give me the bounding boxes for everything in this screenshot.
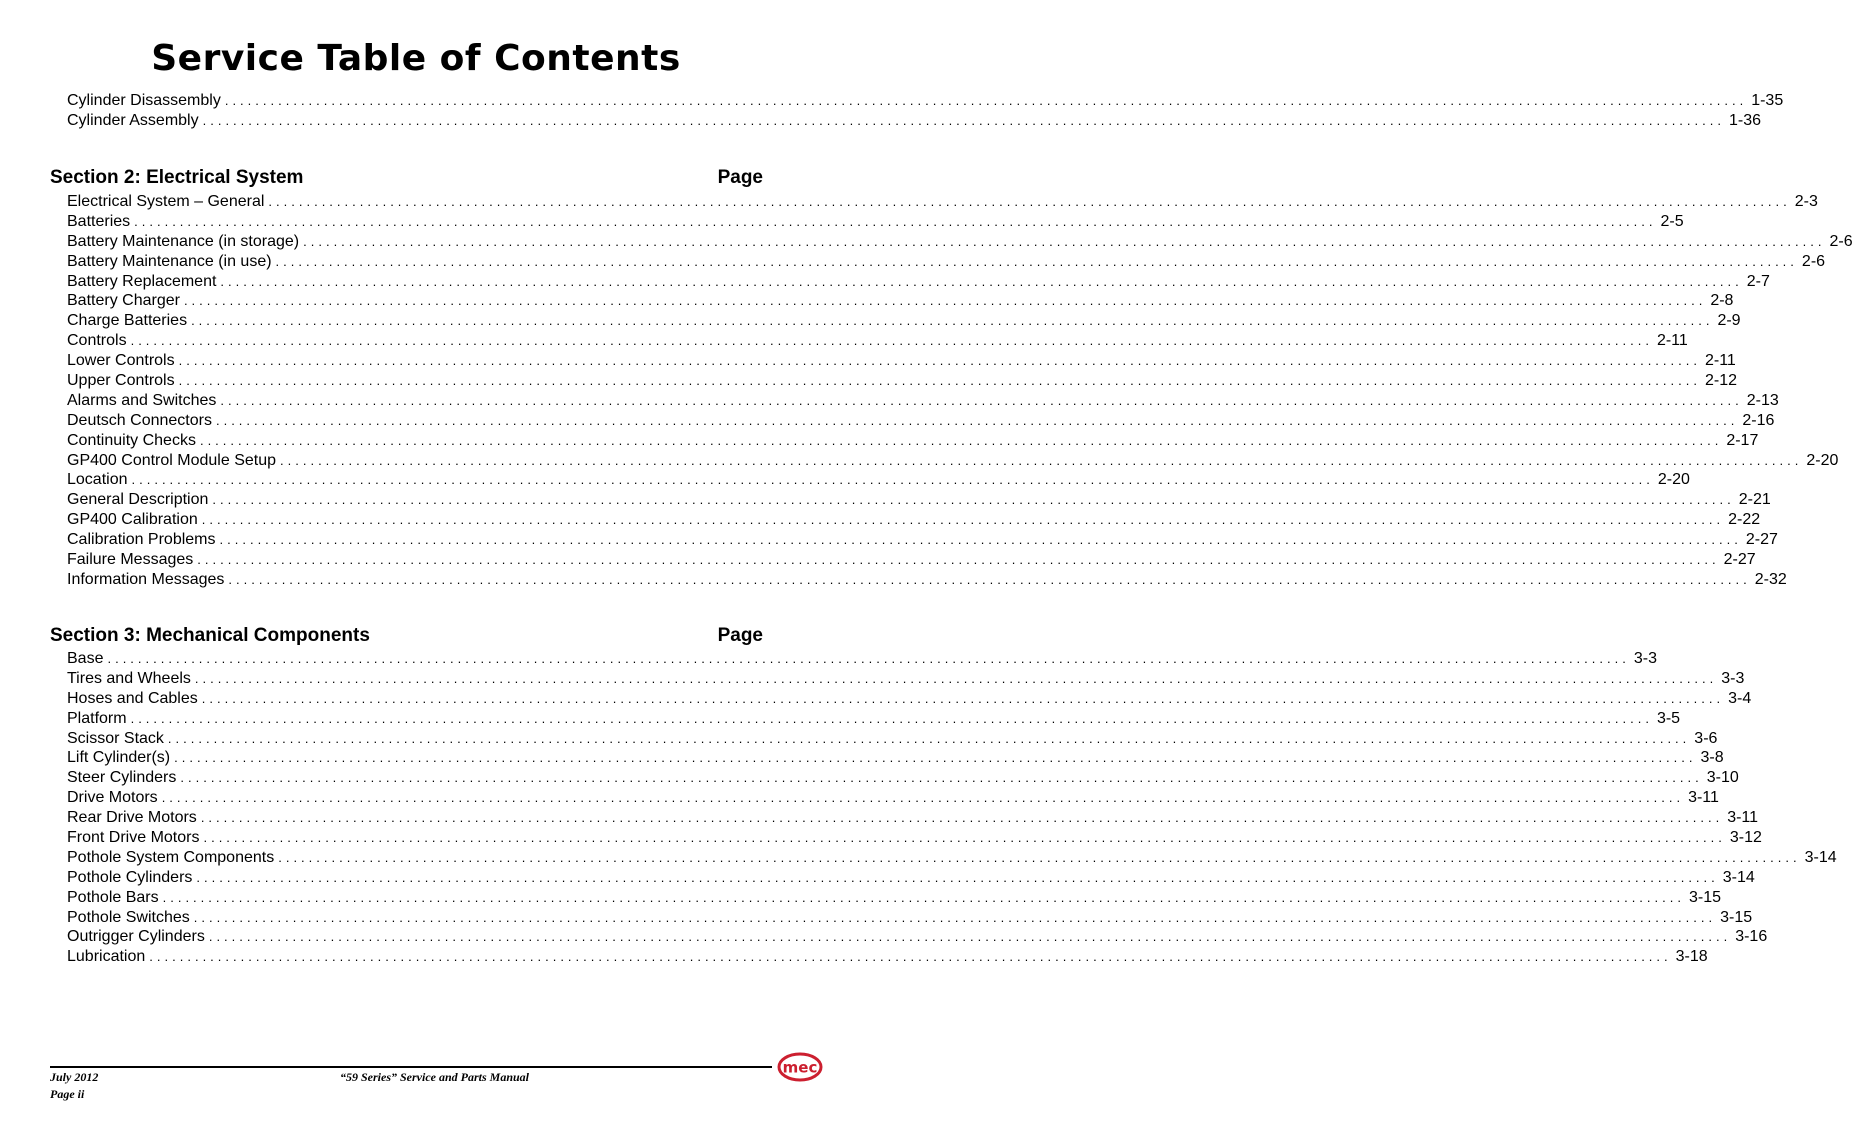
toc-entry-page: 2-9 [1717,312,1741,330]
toc-dot-leader: ........................................................................................................................................................................................................ [162,889,1685,905]
toc-dot-leader: ........................................................................................................................................................................................................ [199,432,1723,448]
toc-entry-page: 3-12 [1729,829,1762,847]
toc-entry-page: 3-6 [1694,729,1718,747]
toc-entry-label: Pothole Bars [67,888,159,906]
toc-dot-leader: ........................................................................................................................................................................................................ [224,93,1748,108]
toc-entry-page: 2-6 [1801,252,1826,270]
toc-dot-leader: ........................................................................................................................................................................................................ [134,213,1657,229]
toc-entry[interactable] [67,391,1779,411]
toc-entry[interactable] [67,351,1736,371]
toc-entry[interactable] [67,530,1778,550]
toc-entry-label: Information Messages [67,570,225,588]
toc-dot-leader: ........................................................................................................................................................................................................ [278,849,1801,865]
toc-entry-label: Hoses and Cables [67,689,198,707]
toc-entry-page: 3-4 [1728,689,1752,707]
toc-entry-page: 3-18 [1675,948,1708,966]
toc-entry[interactable] [67,550,1756,570]
toc-entry-label: Battery Maintenance (in storage) [67,232,300,250]
toc-dot-leader: ........................................................................................................................................................................................................ [200,810,1724,826]
toc-entry-label: Location [67,471,128,489]
toc-entry-label: General Description [67,491,209,509]
toc-dot-leader: ........................................................................................................................................................................................................ [161,790,1685,806]
toc-entry-label: Batteries [67,212,131,230]
toc-entry[interactable] [67,291,1734,311]
page-title: Service Table of Contents [151,38,681,79]
toc-entry-page: 2-11 [1656,332,1688,350]
toc-dot-leader: ........................................................................................................................................................................................................ [130,333,1653,349]
toc-entry-label: Battery Maintenance (in use) [67,252,272,270]
toc-entry[interactable] [67,451,1839,471]
section-2-header [50,167,763,189]
toc-entry-label: Platform [67,709,127,727]
section-3-page-header: Page [717,625,763,646]
toc-entry[interactable] [67,411,1775,431]
toc-entry[interactable] [67,311,1741,331]
toc-entry-page: 2-3 [1794,193,1818,210]
toc-dot-leader: ........................................................................................................................................................................................................ [131,472,1654,488]
toc-entry[interactable] [67,888,1722,908]
toc-entry[interactable] [67,947,1708,967]
toc-entry-label: GP400 Control Module Setup [67,451,277,469]
toc-dot-leader: ........................................................................................................................................................................................................ [178,353,1701,369]
toc-entry-label: Pothole System Components [67,848,275,866]
toc-entry[interactable] [67,272,1770,292]
toc-entry-page: 2-20 [1806,451,1839,469]
toc-entry[interactable] [67,908,1753,928]
toc-dot-leader: ........................................................................................................................................................................................................ [203,830,1726,846]
toc-dot-leader: ........................................................................................................................................................................................................ [196,869,1719,885]
toc-entry[interactable] [67,768,1739,788]
toc-entry-label: Alarms and Switches [67,391,217,409]
toc-entry-label: Charge Batteries [67,312,188,330]
toc-entry-label: Electrical System – General [67,193,265,210]
toc-entry-label: Deutsch Connectors [67,411,212,429]
toc-entry[interactable] [67,431,1759,451]
toc-dot-leader: ........................................................................................................................................................................................................ [202,112,1725,128]
toc-entry[interactable] [67,111,1762,131]
toc-entry-label: Controls [67,332,127,350]
toc-entry-label: Pothole Switches [67,908,190,926]
toc-entry-page: 3-8 [1700,749,1724,767]
toc-entry-page: 3-16 [1735,928,1768,946]
footer-manual-title: “59 Series” Service and Parts Manual [340,1070,530,1084]
toc-dot-leader: ........................................................................................................................................................................................................ [219,532,1742,548]
toc-entry-page: 2-21 [1738,491,1771,509]
toc-dot-leader: ........................................................................................................................................................................................................ [174,750,1697,766]
toc-dot-leader: ........................................................................................................................................................................................................ [268,194,1791,209]
toc-entry-label: Cylinder Assembly [67,111,199,129]
toc-entry-page: 2-7 [1746,272,1770,290]
toc-entry-page: 2-27 [1723,551,1756,569]
toc-entry-page: 2-32 [1754,570,1787,588]
toc-entry[interactable] [67,232,1853,252]
toc-entry-label: Upper Controls [67,372,175,390]
toc-entry-label: Lift Cylinder(s) [67,749,171,767]
toc-entry-label: Steer Cylinders [67,769,177,787]
toc-dot-leader: ........................................................................................................................................................................................................ [220,392,1743,408]
intro-entries [67,91,1784,131]
toc-dot-leader: ........................................................................................................................................................................................................ [167,730,1691,746]
section-2-page-header: Page [717,167,763,188]
toc-entry-page: 3-3 [1721,669,1745,687]
toc-entry[interactable] [67,689,1752,709]
toc-entry-page: 2-11 [1704,352,1736,370]
toc-entry-page: 3-10 [1706,769,1739,787]
footer-date: July 2012 [50,1070,99,1084]
toc-entry[interactable] [67,490,1771,510]
toc-entry-page: 2-5 [1660,212,1684,230]
toc-entry[interactable] [67,212,1684,232]
footer-left [50,1069,98,1103]
toc-entry[interactable] [67,570,1787,590]
section-2-entries [67,192,1853,590]
toc-entry-label: Continuity Checks [67,431,196,449]
toc-entry-label: Rear Drive Motors [67,809,197,827]
toc-entry[interactable] [67,868,1755,888]
toc-entry-page: 2-20 [1657,471,1690,489]
toc-entry[interactable] [67,371,1738,391]
toc-entry-page: 1-35 [1751,92,1784,109]
toc-entry-page: 3-5 [1656,709,1681,727]
toc-entry-label: Scissor Stack [67,729,164,747]
toc-entry-page: 2-17 [1726,431,1759,449]
toc-dot-leader: ........................................................................................................................................................................................................ [193,909,1717,925]
toc-entry[interactable] [67,510,1761,530]
toc-entry-label: Tires and Wheels [67,669,191,687]
toc-entry[interactable] [67,192,1818,212]
toc-entry-label: GP400 Calibration [67,511,198,529]
toc-entry-page: 2-27 [1745,531,1778,549]
toc-entry[interactable] [67,828,1762,848]
toc-dot-leader: ........................................................................................................................................................................................................ [201,690,1725,706]
toc-entry-page: 2-8 [1710,292,1734,310]
toc-entry[interactable] [67,729,1718,749]
toc-entry-label: Drive Motors [67,789,158,807]
toc-entry-label: Calibration Problems [67,531,216,549]
toc-dot-leader: ........................................................................................................................................................................................................ [228,571,1751,587]
toc-dot-leader: ........................................................................................................................................................................................................ [215,412,1739,428]
toc-dot-leader: ........................................................................................................................................................................................................ [275,253,1798,269]
toc-dot-leader: ........................................................................................................................................................................................................ [220,273,1743,289]
toc-dot-leader: ........................................................................................................................................................................................................ [303,233,1826,249]
toc-entry-page: 3-14 [1722,868,1755,886]
toc-dot-leader: ........................................................................................................................................................................................................ [107,651,1630,666]
toc-entry-label: Cylinder Disassembly [67,92,221,109]
toc-dot-leader: ........................................................................................................................................................................................................ [280,452,1803,468]
toc-dot-leader: ........................................................................................................................................................................................................ [149,949,1672,965]
toc-entry-page: 2-16 [1742,411,1775,429]
section-2-title: Section 2: Electrical System [50,167,304,188]
toc-entry-page: 2-13 [1746,391,1779,409]
toc-entry-page: 3-14 [1804,848,1837,866]
toc-dot-leader: ........................................................................................................................................................................................................ [191,313,1714,329]
toc-entry[interactable] [67,91,1784,111]
toc-entry-label: Battery Replacement [67,272,217,290]
toc-entry-label: Failure Messages [67,551,194,569]
footer-page-number: Page ii [50,1087,85,1101]
mec-logo-text: mec [782,1058,818,1077]
toc-entry-page: 2-22 [1728,511,1761,529]
toc-entry[interactable] [67,669,1745,689]
toc-entry-page: 3-11 [1688,789,1719,807]
toc-entry-label: Lower Controls [67,352,175,370]
toc-entry-page: 3-11 [1727,809,1759,827]
toc-entry[interactable] [67,470,1690,490]
toc-dot-leader: ........................................................................................................................................................................................................ [194,670,1718,686]
toc-entry[interactable] [67,252,1826,272]
toc-entry[interactable] [67,788,1719,808]
toc-dot-leader: ........................................................................................................................................................................................................ [178,373,1701,389]
footer-rule [50,1066,772,1068]
toc-entry-label: Lubrication [67,948,146,966]
toc-entry-page: 2-12 [1704,372,1738,390]
toc-entry-page: 3-15 [1720,908,1753,926]
toc-entry[interactable] [67,331,1688,351]
toc-entry[interactable] [67,848,1837,868]
toc-entry-label: Battery Charger [67,292,180,310]
toc-dot-leader: ........................................................................................................................................................................................................ [201,512,1725,528]
toc-entry[interactable] [67,709,1681,729]
toc-entry-label: Pothole Cylinders [67,868,193,886]
mec-logo [777,1052,823,1082]
toc-dot-leader: ........................................................................................................................................................................................................ [180,770,1703,786]
toc-entry-page: 3-3 [1633,650,1657,667]
toc-entry-label: Front Drive Motors [67,829,200,847]
toc-dot-leader: ........................................................................................................................................................................................................ [212,492,1735,508]
toc-entry-page: 2-6 [1829,232,1853,250]
toc-entry[interactable] [67,649,1657,669]
toc-entry-label: Base [67,650,104,667]
toc-dot-leader: ........................................................................................................................................................................................................ [208,929,1732,945]
toc-entry-page: 1-36 [1728,111,1762,129]
toc-entry-label: Outrigger Cylinders [67,928,205,946]
toc-entry[interactable] [67,808,1759,828]
toc-dot-leader: ........................................................................................................................................................................................................ [183,293,1707,309]
section-3-title: Section 3: Mechanical Components [50,625,370,646]
toc-dot-leader: ........................................................................................................................................................................................................ [130,710,1653,726]
toc-entry[interactable] [67,748,1724,768]
toc-entry[interactable] [67,927,1768,947]
toc-dot-leader: ........................................................................................................................................................................................................ [197,552,1720,568]
section-3-entries [67,649,1837,967]
toc-entry-page: 3-15 [1688,888,1722,906]
section-3-header [50,625,763,647]
